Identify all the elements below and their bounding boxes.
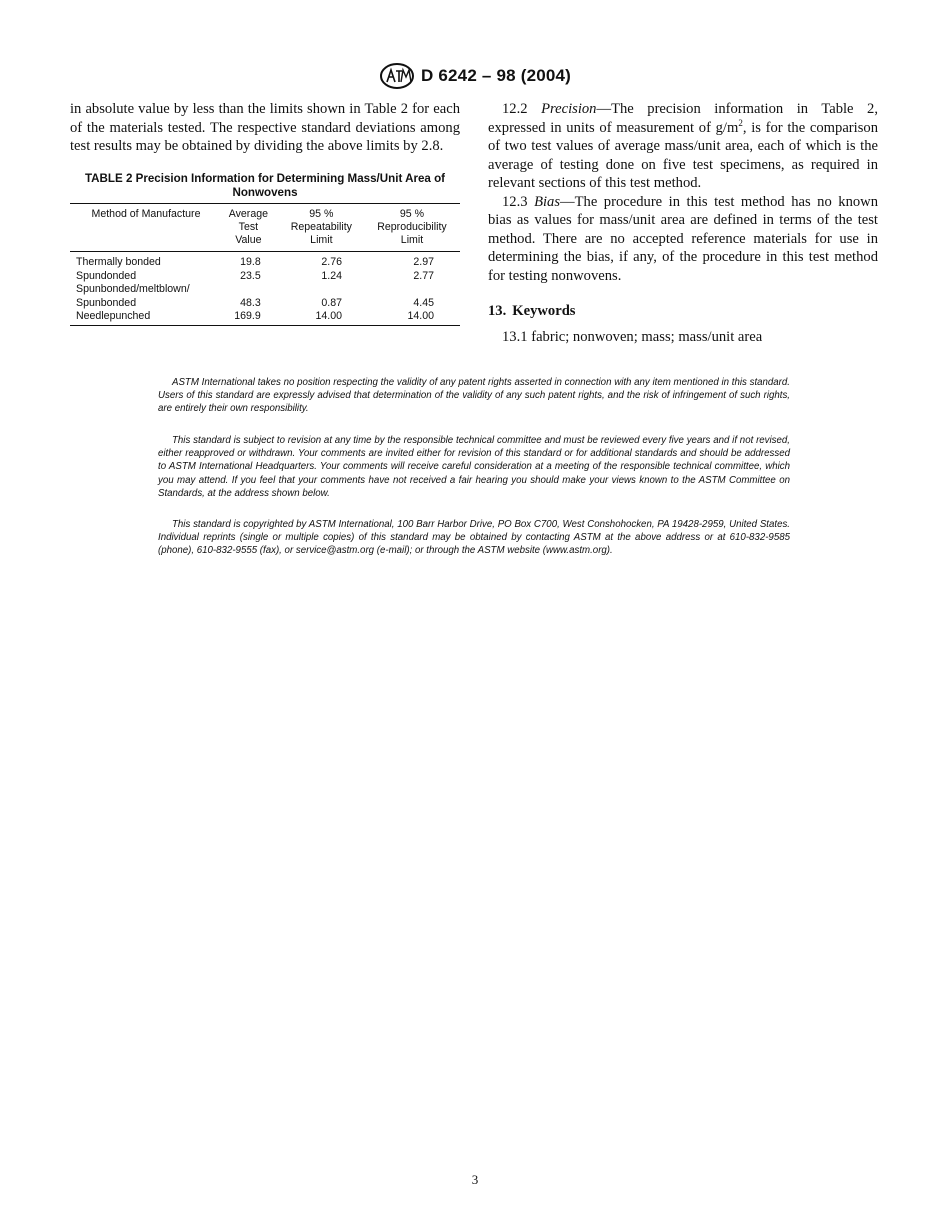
page-header — [0, 62, 950, 90]
table-title: TABLE 2 Precision Information for Determining Mass/Unit Area of Nonwovens — [84, 171, 446, 199]
table-row: Needlepunched 169.9 14.00 14.00 — [76, 310, 434, 323]
patent-notice: ASTM International takes no position respecting the validity of any patent rights asserted in connection with any item mentioned in this standard. Users of this standard are expressly advised that determination of the validity of any such patent rights, and the risk of infringement of such rights, are entirely their own responsibility. — [158, 377, 790, 415]
table-row: Thermally bonded 19.8 2.76 2.97 — [76, 256, 434, 269]
left-column — [70, 100, 460, 326]
astm-logo-icon — [379, 62, 415, 90]
section-12-2-precision: 12.2 Precision—The precision information in Table 2, expressed in units of measurement of $g/m^2$, is for the comparison of two test values of average mass/unit area, each of which is the average of testing done on five test specimens, as required in relevant sections of this test method. — [488, 101, 878, 191]
page-number: 3 — [471, 1172, 479, 1187]
precision-table — [70, 203, 460, 327]
header-method: Method of Manufacture — [70, 203, 218, 252]
continued-paragraph: in absolute value by less than the limits shown in Table 2 for each of the materials tested. The respective standard deviations among test results may be obtained by dividing the above limits by 2.8. — [70, 101, 460, 154]
document-id: D 6242 – 98 (2004) — [420, 66, 572, 85]
header-average: Average Test Value — [218, 203, 279, 252]
keywords-text: 13.1 fabric; nonwoven; mass; mass/unit area — [502, 329, 763, 345]
right-column — [488, 100, 878, 347]
table-row: Spunbonded 48.3 0.87 4.45 — [76, 296, 434, 309]
section-12-3-bias: 12.3 Bias—The procedure in this test method has no known bias as values for mass/unit area are defined in terms of the test method. There are no accepted reference materials for use in determining the bias, if any, of the procedure in this test method for testing nonwovens. — [488, 193, 878, 284]
revision-notice: This standard is subject to revision at any time by the responsible technical committee and must be reviewed every five years and if not revised, either reapproved or withdrawn. Your comments are invited either for revision of this standard or for additional standards and should be addressed to ASTM International Headquarters. Your comments will receive careful consideration at a meeting of the responsible technical committee, which you may attend. If you feel that your comments have not received a fair hearing you should make your views known to the ASTM Committee on Standards, at the address shown below. — [158, 435, 790, 499]
table-row: Spundonded 23.5 1.24 2.77 — [76, 269, 434, 282]
header-repeatability: 95 % Repeatability Limit — [279, 203, 364, 252]
header-reproducibility: 95 % Reproducibility Limit — [364, 203, 460, 252]
table-row: Spunbonded/meltblown/ — [76, 283, 190, 296]
copyright-notice: This standard is copyrighted by ASTM International, 100 Barr Harbor Drive, PO Box C700, West Conshohocken, PA 19428-2959, United States. Individual reprints (single or multiple copies) of this standard may be obtained by contacting ASTM at the above address or at 610-832-9585 (phone), 610-832-9555 (fax), or service@astm.org (e-mail); or through the ASTM website (www.astm.org). — [158, 519, 790, 557]
keywords-heading: 13. Keywords — [488, 303, 576, 319]
